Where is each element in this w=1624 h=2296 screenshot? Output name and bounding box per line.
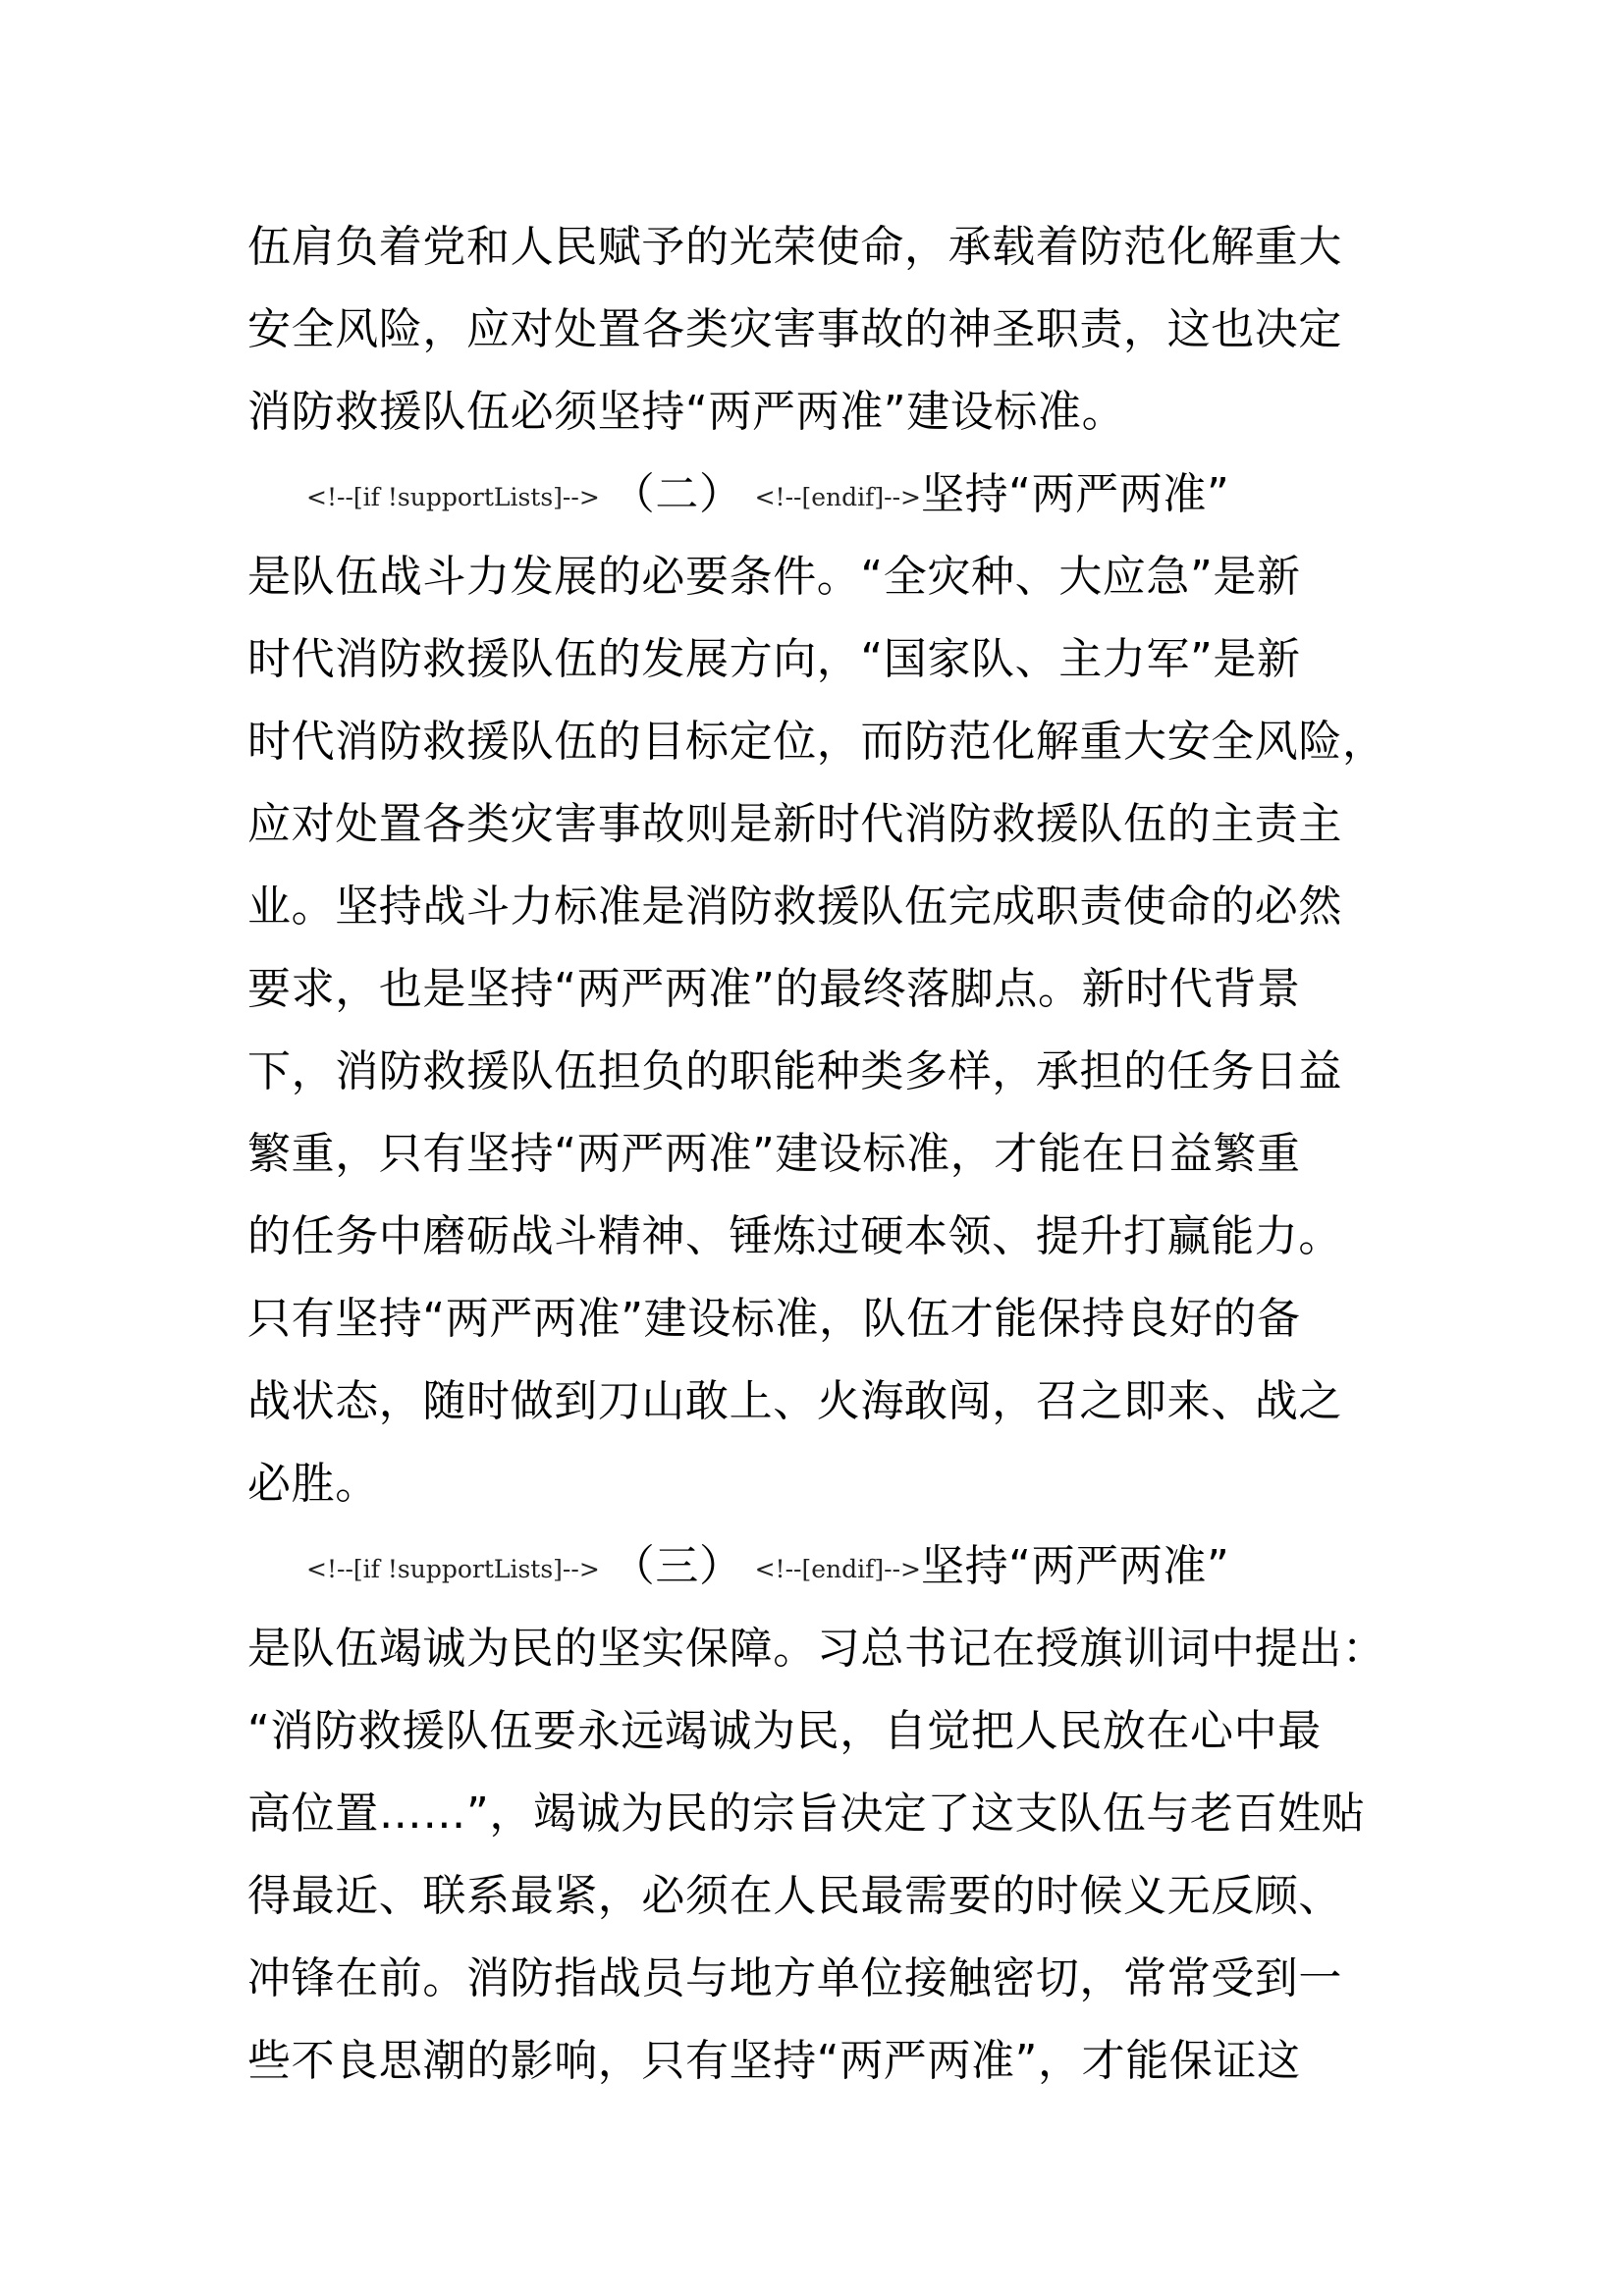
text-line: 下，消防救援队伍担负的职能种类多样，承担的任务日益 bbox=[247, 1046, 1342, 1096]
text-line: 必胜。 bbox=[247, 1459, 379, 1509]
text-line: 是队伍战斗力发展的必要条件。“全灾种、大应急”是新 bbox=[247, 552, 1301, 602]
text-line: 伍肩负着党和人民赋予的光荣使命，承载着防范化解重大 bbox=[247, 222, 1342, 272]
heading-text: 坚持“两严两准” bbox=[920, 469, 1230, 519]
text-line: 是队伍竭诚为民的坚实保障。习总书记在授旗训词中提出： bbox=[247, 1624, 1386, 1674]
text-line: 战状态，随时做到刀山敢上、火海敢闯，召之即来、战之 bbox=[247, 1376, 1342, 1426]
section-number: （三） bbox=[611, 1541, 743, 1591]
text-line: 冲锋在前。消防指战员与地方单位接触密切，常常受到一 bbox=[247, 1953, 1342, 2003]
section-heading-2 bbox=[306, 465, 1229, 524]
section-heading-3 bbox=[306, 1537, 1229, 1596]
text-line: 只有坚持“两严两准”建设标准，队伍才能保持良好的备 bbox=[247, 1294, 1301, 1344]
section-number: （二） bbox=[611, 469, 743, 519]
conditional-comment-open: <!--[if !supportLists]--> bbox=[306, 483, 600, 511]
text-line: 应对处置各类灾害事故则是新时代消防救援队伍的主责主 bbox=[247, 799, 1342, 849]
text-line: 的任务中磨砺战斗精神、锤炼过硬本领、提升打赢能力。 bbox=[247, 1211, 1342, 1261]
text-line: 消防救援队伍必须坚持“两严两准”建设标准。 bbox=[247, 387, 1126, 437]
conditional-comment-open: <!--[if !supportLists]--> bbox=[306, 1555, 600, 1583]
text-line: 业。坚持战斗力标准是消防救援队伍完成职责使命的必然 bbox=[247, 881, 1342, 932]
text-line: 安全风险，应对处置各类灾害事故的神圣职责，这也决定 bbox=[247, 304, 1342, 354]
text-line: 时代消防救援队伍的目标定位，而防范化解重大安全风险， bbox=[247, 717, 1386, 767]
conditional-comment-close: <!--[endif]--> bbox=[754, 483, 921, 511]
text-line: 繁重，只有坚持“两严两准”建设标准，才能在日益繁重 bbox=[247, 1129, 1301, 1179]
text-line: 高位置……”，竭诚为民的宗旨决定了这支队伍与老百姓贴 bbox=[247, 1789, 1366, 1839]
text-line: 得最近、联系最紧，必须在人民最需要的时候义无反顾、 bbox=[247, 1871, 1342, 1921]
text-line: 些不良思潮的影响，只有坚持“两严两准”，才能保证这 bbox=[247, 2036, 1301, 2086]
text-line: 要求，也是坚持“两严两准”的最终落脚点。新时代背景 bbox=[247, 964, 1301, 1014]
conditional-comment-close: <!--[endif]--> bbox=[754, 1555, 921, 1583]
heading-text: 坚持“两严两准” bbox=[920, 1541, 1230, 1591]
text-line: “消防救援队伍要永远竭诚为民，自觉把人民放在心中最 bbox=[247, 1706, 1322, 1756]
text-line: 时代消防救援队伍的发展方向，“国家队、主力军”是新 bbox=[247, 634, 1301, 684]
